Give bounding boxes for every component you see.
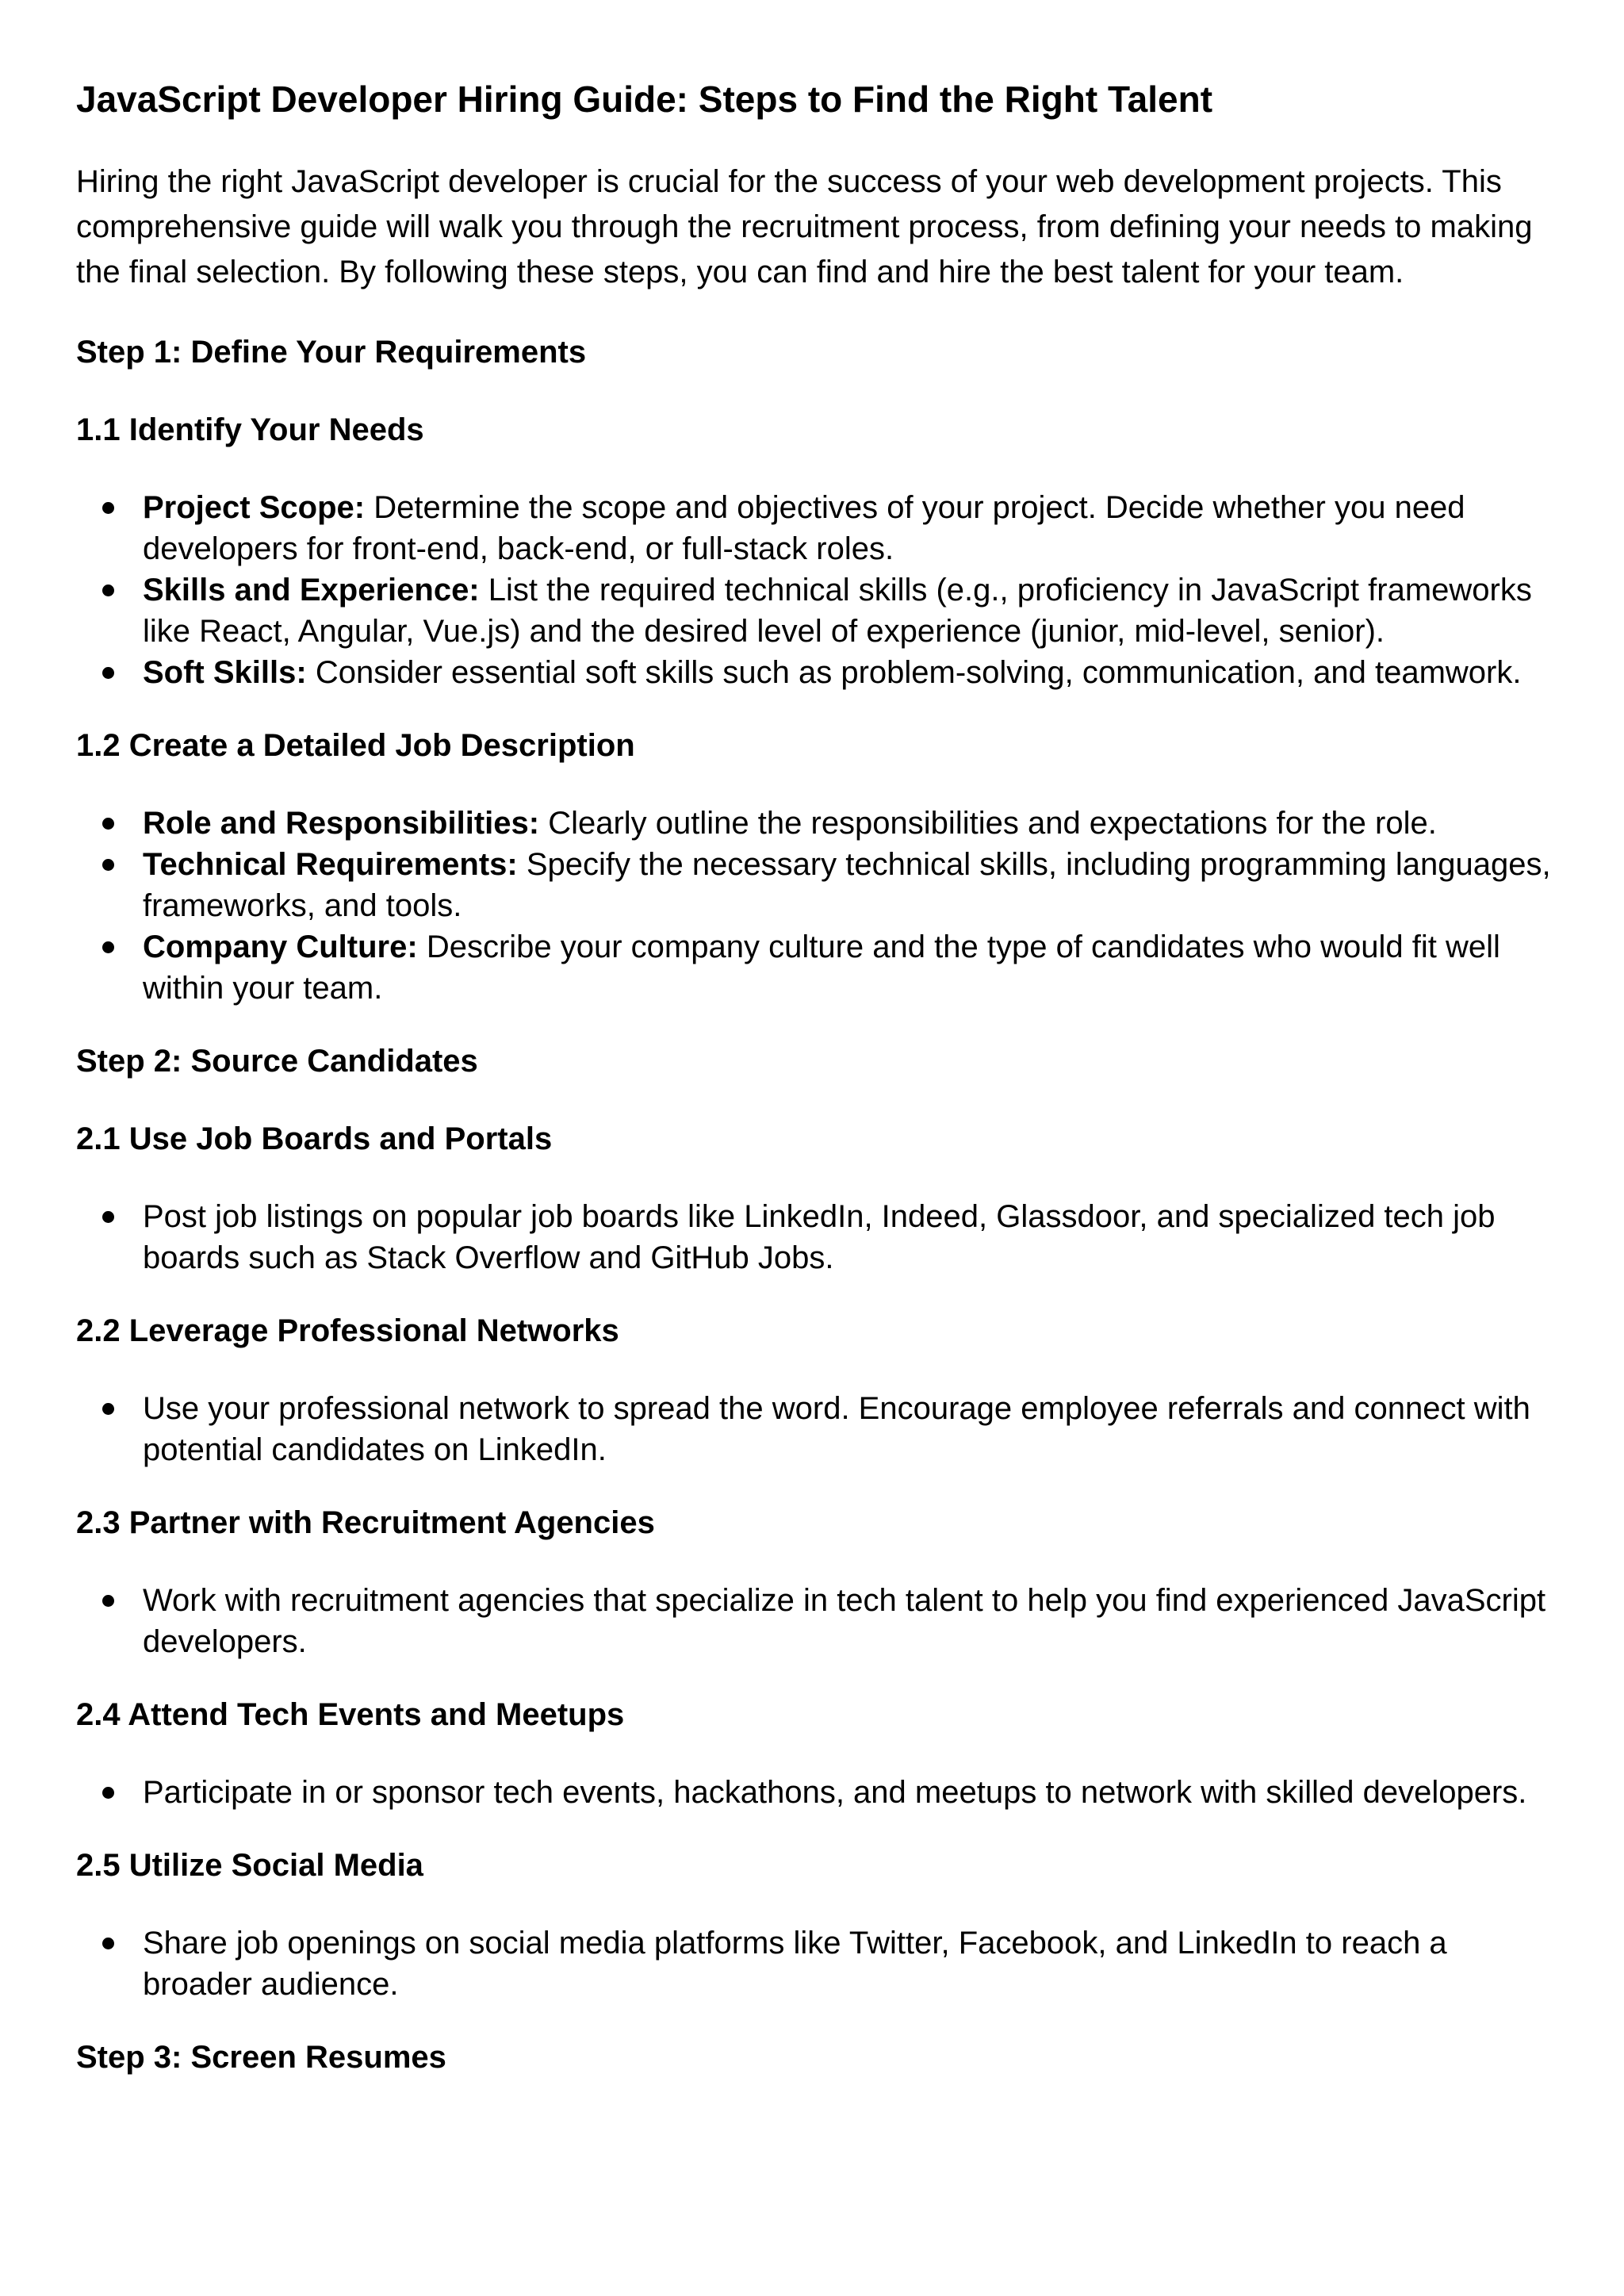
section-heading: 1.2 Create a Detailed Job Description: [76, 728, 635, 763]
bullet-list: [76, 803, 1561, 1009]
document-title: JavaScript Developer Hiring Guide: Steps to Find the Right Talent: [76, 79, 1213, 120]
list-item: [76, 844, 1561, 926]
list-item-label: Company Culture:: [143, 930, 418, 964]
bullet-list: [76, 487, 1561, 693]
list-item-text: List the required technical skills (e.g., proficiency in JavaScript frameworks like React, Angular, Vue.js) and the desired level of experience (junior, mid-level, senior).: [143, 573, 1532, 649]
bullet-icon: [102, 1787, 114, 1799]
list-item-label: Skills and Experience:: [143, 573, 480, 608]
step-heading: Step 1: Define Your Requirements: [76, 335, 587, 370]
list-item: [76, 652, 1561, 693]
list-item-label: Project Scope:: [143, 490, 366, 525]
intro-paragraph: Hiring the right JavaScript developer is crucial for the success of your web development projects. This comprehensive guide will walk you through the recruitment process, from defining your needs to making the final selection. By following these steps, you can find and hire the best talent for your team.: [76, 164, 1533, 289]
bullet-icon: [102, 585, 114, 596]
list-item: [76, 1580, 1561, 1662]
bullet-list: [76, 1772, 1561, 1813]
list-item: [76, 487, 1561, 569]
list-item-text: Describe your company culture and the type of candidates who would fit well within your team.: [143, 930, 1500, 1006]
section-heading: 1.1 Identify Your Needs: [76, 412, 424, 447]
list-item: [76, 569, 1561, 652]
section-heading: 2.2 Leverage Professional Networks: [76, 1313, 619, 1348]
bullet-icon: [102, 859, 114, 871]
list-item-text: Work with recruitment agencies that specialize in tech talent to help you find experienced JavaScript developers.: [143, 1583, 1546, 1659]
list-item-label: Technical Requirements:: [143, 847, 518, 882]
list-item: [76, 1388, 1561, 1470]
bullet-icon: [102, 502, 114, 514]
list-item: [76, 1922, 1561, 2005]
bullet-list: [76, 1196, 1561, 1278]
list-item-text: Participate in or sponsor tech events, hackathons, and meetups to network with skilled developers.: [143, 1775, 1527, 1810]
list-item-text: Clearly outline the responsibilities and expectations for the role.: [548, 806, 1437, 841]
bullet-icon: [102, 1211, 114, 1223]
list-item-text: Specify the necessary technical skills, including programming languages, frameworks, and tools.: [143, 847, 1551, 923]
list-item-text: Share job openings on social media platforms like Twitter, Facebook, and LinkedIn to reach a broader audience.: [143, 1926, 1447, 2002]
document-body: [76, 332, 1561, 2078]
list-item-label: Role and Responsibilities:: [143, 806, 540, 841]
list-item: [76, 926, 1561, 1009]
list-item: [76, 1196, 1561, 1278]
bullet-icon: [102, 1403, 114, 1415]
step-heading: Step 2: Source Candidates: [76, 1044, 478, 1079]
bullet-list: [76, 1388, 1561, 1470]
list-item: [76, 1772, 1561, 1813]
step-heading: Step 3: Screen Resumes: [76, 2040, 446, 2075]
bullet-list: [76, 1922, 1561, 2005]
bullet-icon: [102, 1938, 114, 1949]
section-heading: 2.4 Attend Tech Events and Meetups: [76, 1697, 625, 1732]
list-item-text: Post job listings on popular job boards like LinkedIn, Indeed, Glassdoor, and specialized tech job boards such as Stack Overflow and GitHub Jobs.: [143, 1199, 1496, 1275]
bullet-icon: [102, 941, 114, 953]
list-item-text: Determine the scope and objectives of your project. Decide whether you need developers for front-end, back-end, or full-stack roles.: [143, 490, 1465, 566]
bullet-icon: [102, 818, 114, 830]
bullet-list: [76, 1580, 1561, 1662]
section-heading: 2.5 Utilize Social Media: [76, 1848, 423, 1883]
list-item: [76, 803, 1561, 844]
section-heading: 2.3 Partner with Recruitment Agencies: [76, 1505, 655, 1540]
section-heading: 2.1 Use Job Boards and Portals: [76, 1121, 553, 1156]
list-item-label: Soft Skills:: [143, 655, 307, 690]
bullet-icon: [102, 667, 114, 679]
list-item-text: Use your professional network to spread the word. Encourage employee referrals and connect with potential candidates on LinkedIn.: [143, 1391, 1530, 1467]
list-item-text: Consider essential soft skills such as problem-solving, communication, and teamwork.: [315, 655, 1522, 690]
bullet-icon: [102, 1595, 114, 1607]
